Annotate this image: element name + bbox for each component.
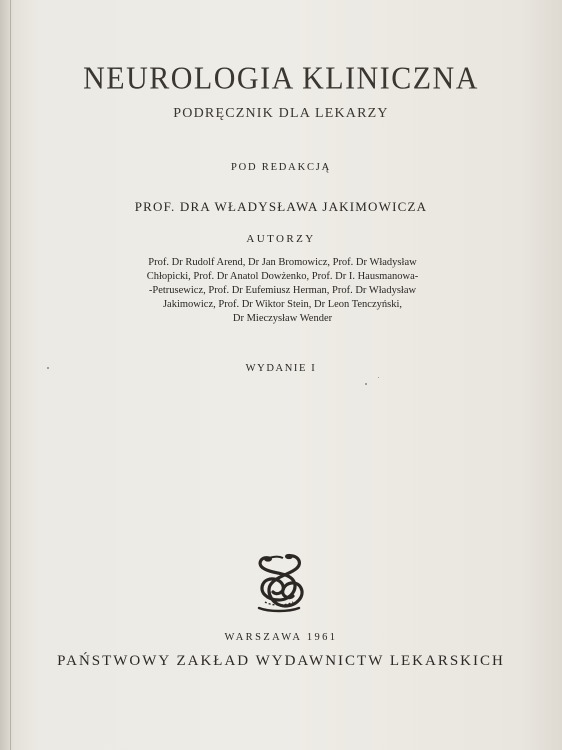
authors-line: Jakimowicz, Prof. Dr Wiktor Stein, Dr Leon Tenczyński,	[162, 299, 403, 310]
book-title: NEUROLOGIA KLINICZNA	[83, 61, 479, 96]
authors-list	[120, 256, 445, 326]
edition-number: WYDANIE I	[245, 363, 317, 374]
city-year: WARSZAWA 1961	[224, 632, 338, 643]
authors-line: Prof. Dr Rudolf Arend, Dr Jan Bromowicz, Prof. Dr Władysław	[148, 257, 417, 268]
book-subtitle: PODRĘCZNIK DLA LEKARZY	[173, 106, 389, 121]
authors-line: -Petrusewicz, Prof. Dr Eufemiusz Herman, Prof. Dr Władysław	[148, 285, 417, 296]
authors-label: AUTORZY	[246, 233, 316, 245]
editor-name: PROF. DRA WŁADYSŁAWA JAKIMOWICZA	[134, 199, 428, 214]
authors-line: Chłopicki, Prof. Dr Anatol Dowżenko, Prof. Dr I. Hausmanowa-	[146, 271, 419, 282]
paper-speck	[47, 367, 49, 369]
editor-label: POD REDAKCJĄ	[230, 162, 332, 173]
serpent-logo-icon	[247, 550, 311, 616]
paper-speck	[378, 377, 379, 378]
publisher-name: PAŃSTWOWY ZAKŁAD WYDAWNICTW LEKARSKICH	[57, 653, 505, 669]
paper-speck	[365, 383, 367, 385]
authors-line: Dr Mieczysław Wender	[232, 313, 333, 324]
